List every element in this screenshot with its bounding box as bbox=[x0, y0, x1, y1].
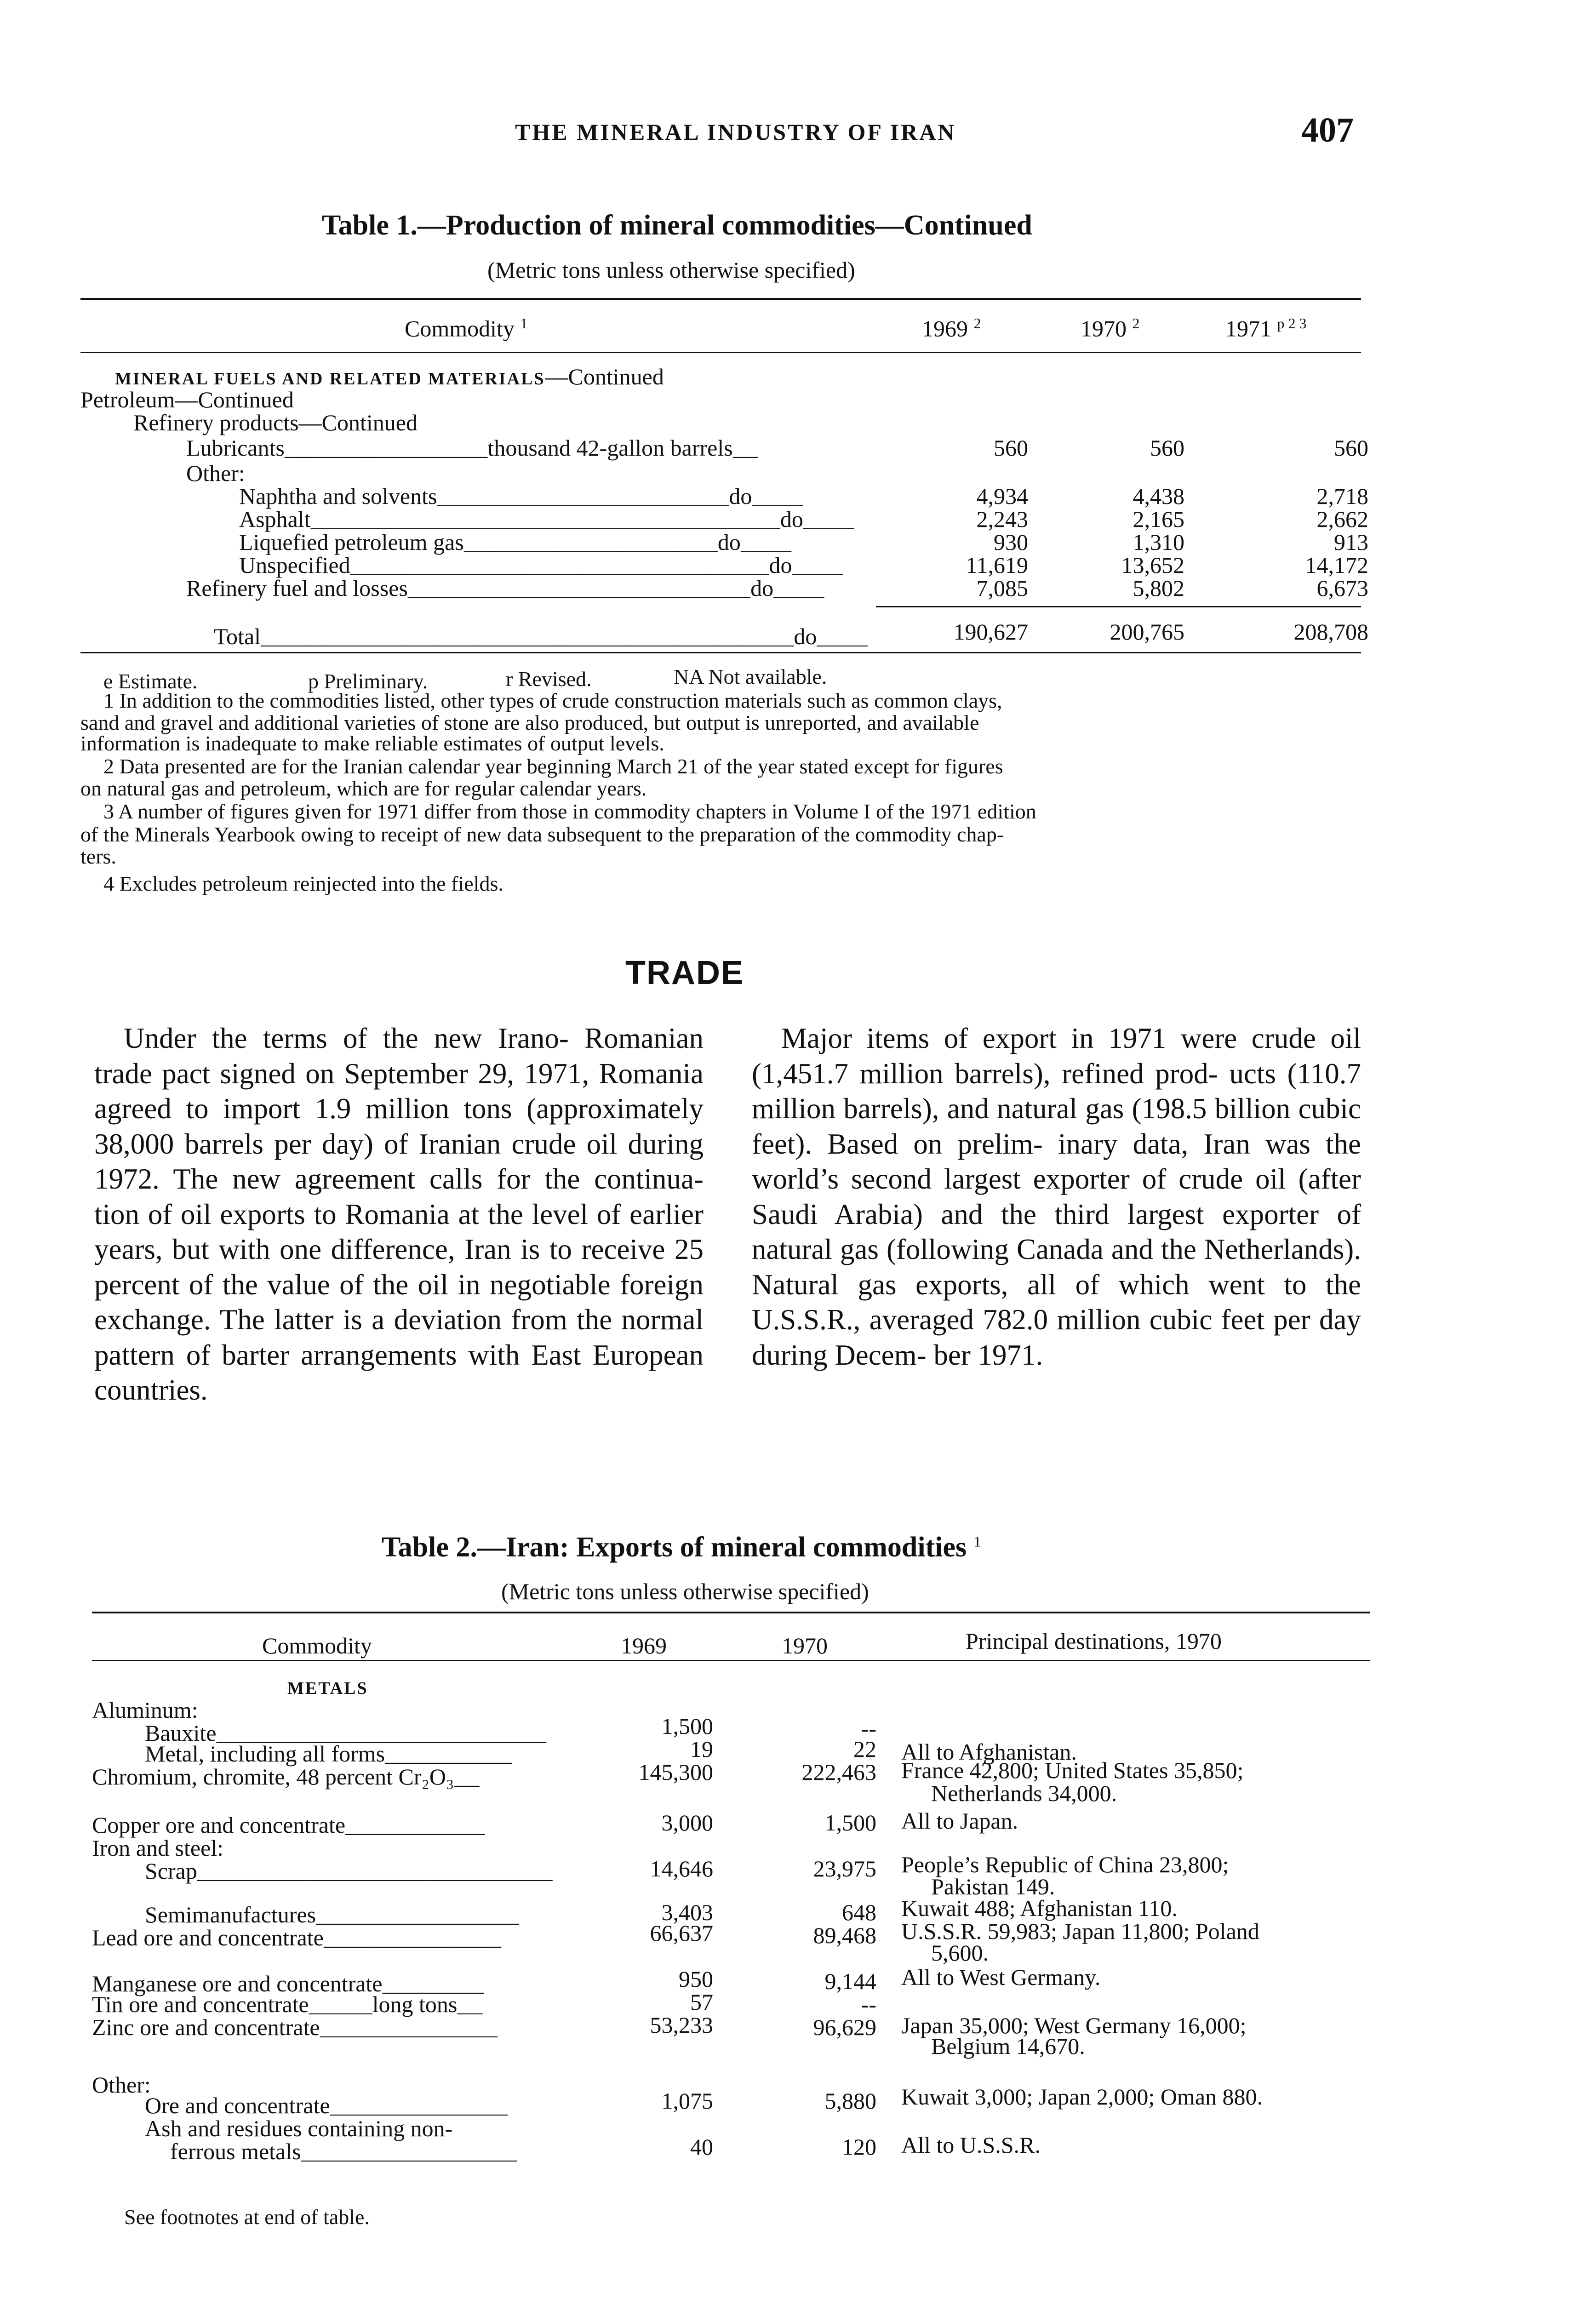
table2-top-rule bbox=[92, 1612, 1370, 1613]
table2-ash-destinations: All to U.S.S.R. bbox=[901, 2132, 1041, 2158]
table2-row-scrap: Scrap____________________________ bbox=[145, 1858, 553, 1885]
table2-tin-1970: -- bbox=[861, 1991, 876, 2017]
table1-asphalt-1970: 2,165 bbox=[1133, 506, 1184, 532]
table2-chromium-destinations-cont: Netherlands 34,000. bbox=[931, 1780, 1117, 1806]
table1-lpg-1970: 1,310 bbox=[1133, 529, 1184, 555]
table2-row-manganese: Manganese ore and concentrate________ bbox=[92, 1971, 484, 1998]
table2-lead-destinations: U.S.S.R. 59,983; Japan 11,800; Poland bbox=[901, 1918, 1259, 1944]
table1-legend-revised: r Revised. bbox=[506, 667, 592, 691]
table1-row-refinery-fuel: Refinery fuel and losses___________________________do____ bbox=[186, 575, 824, 602]
table2-zinc-destinations-cont: Belgium 14,670. bbox=[931, 2033, 1085, 2059]
table2-manganese-1970: 9,144 bbox=[824, 1968, 876, 1994]
table2-metal-destinations: All to Afghanistan. bbox=[901, 1739, 1077, 1765]
trade-left-column bbox=[94, 1021, 704, 1408]
table2-row-chromium: Chromium, chromite, 48 percent Cr₂O₃__ bbox=[92, 1764, 480, 1791]
table1-naphtha-1971: 2,718 bbox=[1316, 483, 1368, 509]
table1-total-rule bbox=[876, 606, 1361, 607]
table1-row-lubricants: Lubricants________________thousand 42-gallon barrels__ bbox=[186, 435, 758, 462]
trade-right-column bbox=[752, 1021, 1361, 1373]
table2-col-1970: 1970 bbox=[782, 1633, 828, 1658]
table1-col-1969: 1969 $^2$ bbox=[922, 315, 981, 342]
table1-refinery-fuel-1970: 5,802 bbox=[1133, 575, 1184, 601]
table2-tin-1969: 57 bbox=[690, 1989, 713, 2015]
table1-footnote-line: of the Minerals Yearbook owing to receipt of new data subsequent to the preparation of the commodity chap- bbox=[80, 823, 1004, 846]
table2-row-ash: Ash and residues containing non- bbox=[145, 2116, 453, 2141]
table1-footnote-line: sand and gravel and additional varieties of stone are also produced, but output is unreported, and available bbox=[80, 711, 979, 734]
table2-row-lead: Lead ore and concentrate______________ bbox=[92, 1925, 502, 1952]
table2-scrap-1970: 23,975 bbox=[813, 1856, 876, 1882]
table2-col-destinations: Principal destinations, 1970 bbox=[966, 1628, 1222, 1654]
table2-chromium-1969: 145,300 bbox=[638, 1759, 713, 1785]
table2-row-ore-concentrate: Ore and concentrate______________ bbox=[145, 2093, 508, 2120]
table2-title: Table 2.—Iran: Exports of mineral commodities $^1$ bbox=[382, 1532, 981, 1563]
table1-refinery-fuel-1971: 6,673 bbox=[1316, 575, 1368, 601]
table2-row-aluminum: Aluminum: bbox=[92, 1697, 198, 1723]
table2-row-semimanufactures: Semimanufactures________________ bbox=[145, 1902, 519, 1929]
table1-lubricants-1969: 560 bbox=[994, 435, 1028, 461]
table2-col-commodity: Commodity bbox=[262, 1633, 372, 1658]
table2-row-zinc: Zinc ore and concentrate______________ bbox=[92, 2014, 498, 2042]
table2-chromium-destinations: France 42,800; United States 35,850; bbox=[901, 1757, 1244, 1783]
table1-title: Table 1.—Production of mineral commodities—Continued bbox=[322, 210, 1032, 241]
table1-footnote-line: ters. bbox=[80, 845, 116, 868]
table2-semimanufactures-destinations: Kuwait 488; Afghanistan 110. bbox=[901, 1895, 1178, 1921]
table1-refinery-fuel-1969: 7,085 bbox=[976, 575, 1028, 601]
table1-naphtha-1969: 4,934 bbox=[976, 483, 1028, 509]
section-heading-trade: TRADE bbox=[625, 955, 744, 991]
table1-naphtha-1970: 4,438 bbox=[1133, 483, 1184, 509]
running-title: THE MINERAL INDUSTRY OF IRAN bbox=[515, 119, 956, 145]
table1-footnote-line: 2 Data presented are for the Iranian calendar year beginning March 21 of the year stated except for figures bbox=[103, 755, 1003, 778]
table2-metal-1969: 19 bbox=[690, 1736, 713, 1762]
table1-footnote-line: 4 Excludes petroleum reinjected into the fields. bbox=[103, 872, 503, 895]
table2-see-footnotes: See footnotes at end of table. bbox=[124, 2205, 370, 2229]
table2-semimanufactures-1970: 648 bbox=[842, 1899, 876, 1925]
table1-legend-preliminary: p Preliminary. bbox=[308, 669, 428, 693]
table2-scrap-1969: 14,646 bbox=[650, 1856, 713, 1882]
table1-col-commodity bbox=[405, 315, 527, 342]
table1-footnote-line: 3 A number of figures given for 1971 differ from those in commodity chapters in Volume I of the 1971 edition bbox=[103, 800, 1036, 823]
table1-unspecified-1971: 14,172 bbox=[1305, 552, 1368, 578]
table2-metal-1970: 22 bbox=[853, 1736, 876, 1762]
table2-semimanufactures-1969: 3,403 bbox=[661, 1899, 713, 1925]
table2-row-other: Other: bbox=[92, 2072, 151, 2098]
trade-right-paragraph: Major items of export in 1971 were crude oil (1,451.7 million barrels), refined prod- ucts (110.7 million barrels), and natural gas (198.5 billion cubic feet). Based on prelim- inary data, Iran was the world’s second largest exporter of crude oil (after Saudi Arabia) and the third largest exporter of natural gas (following Canada and the Netherlands). Natural gas exports, all of which went to the U.S.S.R., averaged 782.0 million cubic feet per day during Decem- ber 1971. bbox=[752, 1022, 1361, 1371]
table2-manganese-1969: 950 bbox=[679, 1966, 713, 1992]
table2-copper-1970: 1,500 bbox=[824, 1810, 876, 1836]
table1-row-refinery-products: Refinery products—Continued bbox=[133, 410, 418, 435]
table1-col-1970: 1970 $^2$ bbox=[1081, 315, 1140, 342]
table2-row-iron-steel: Iron and steel: bbox=[92, 1835, 224, 1861]
table2-ore-concentrate-1969: 1,075 bbox=[661, 2088, 713, 2114]
table1-unspecified-1969: 11,619 bbox=[966, 552, 1028, 578]
table1-lubricants-1970: 560 bbox=[1150, 435, 1184, 461]
table1-footnote-line: on natural gas and petroleum, which are for regular calendar years. bbox=[80, 777, 647, 800]
table1-section-heading: MINERAL FUELS AND RELATED MATERIALS—Continued bbox=[115, 364, 664, 389]
page-number: 407 bbox=[1301, 111, 1354, 149]
table1-asphalt-1971: 2,662 bbox=[1316, 506, 1368, 532]
table2-ore-concentrate-1970: 5,880 bbox=[824, 2088, 876, 2114]
table1-total-1970: 200,765 bbox=[1110, 619, 1184, 645]
table2-ore-concentrate-destinations: Kuwait 3,000; Japan 2,000; Oman 880. bbox=[901, 2084, 1263, 2110]
table1-row-lpg: Liquefied petroleum gas____________________do____ bbox=[239, 529, 792, 556]
table2-zinc-1970: 96,629 bbox=[813, 2014, 876, 2040]
table2-bauxite-1969: 1,500 bbox=[661, 1713, 713, 1739]
table1-lpg-1971: 913 bbox=[1334, 529, 1368, 555]
table2-manganese-destinations: All to West Germany. bbox=[901, 1964, 1101, 1990]
table2-scrap-destinations-cont: Pakistan 149. bbox=[931, 1874, 1055, 1899]
table2-row-bauxite: Bauxite__________________________ bbox=[145, 1720, 547, 1747]
table2-row-copper: Copper ore and concentrate___________ bbox=[92, 1812, 485, 1839]
table2-ash-1970: 120 bbox=[842, 2134, 876, 2160]
table1-lpg-1969: 930 bbox=[994, 529, 1028, 555]
table1-legend-estimate: e Estimate. bbox=[103, 669, 198, 693]
table2-lead-destinations-cont: 5,600. bbox=[931, 1940, 989, 1966]
table2-chromium-1970: 222,463 bbox=[801, 1759, 876, 1785]
table2-header-rule bbox=[92, 1660, 1370, 1661]
table2-bauxite-1970: -- bbox=[861, 1716, 876, 1741]
table1-row-asphalt: Asphalt_____________________________________do____ bbox=[239, 506, 854, 533]
table1-bottom-rule bbox=[80, 652, 1361, 653]
table1-lubricants-1971: 560 bbox=[1334, 435, 1368, 461]
table2-zinc-1969: 53,233 bbox=[650, 2012, 713, 2038]
table2-zinc-destinations: Japan 35,000; West Germany 16,000; bbox=[901, 2013, 1247, 2038]
table1-footnote-line: 1 In addition to the commodities listed, other types of crude construction materials such as common clays, bbox=[103, 689, 1002, 712]
table2-scrap-destinations: People’s Republic of China 23,800; bbox=[901, 1852, 1229, 1877]
table2-col-1969: 1969 bbox=[621, 1633, 667, 1658]
table1-top-rule bbox=[80, 298, 1361, 300]
table1-total-1969: 190,627 bbox=[953, 619, 1028, 645]
table2-row-metal: Metal, including all forms__________ bbox=[145, 1741, 512, 1768]
table1-col-1971: 1971 $^{p 2 3}$ bbox=[1225, 315, 1307, 342]
table1-row-unspecified: Unspecified_________________________________do____ bbox=[239, 552, 843, 579]
table1-legend-na: NA Not available. bbox=[674, 665, 827, 688]
table2-copper-destinations: All to Japan. bbox=[901, 1808, 1018, 1834]
table1-asphalt-1969: 2,243 bbox=[976, 506, 1028, 532]
table1-row-petroleum: Petroleum—Continued bbox=[80, 387, 294, 412]
table1-header-rule bbox=[80, 352, 1361, 353]
table1-unspecified-1970: 13,652 bbox=[1121, 552, 1184, 578]
table2-row-ferrous-metals: ferrous metals_________________ bbox=[170, 2139, 517, 2166]
table2-copper-1969: 3,000 bbox=[661, 1810, 713, 1836]
table1-col-commodity-note: 1 bbox=[520, 315, 528, 332]
table1-row-other: Other: bbox=[186, 460, 245, 486]
table1-subtitle: (Metric tons unless otherwise specified) bbox=[487, 257, 855, 283]
table1-row-naphtha: Naphtha and solvents_______________________do____ bbox=[239, 483, 803, 510]
table1-footnote-line: information is inadequate to make reliable estimates of output levels. bbox=[80, 732, 664, 755]
table2-row-tin: Tin ore and concentrate_____long tons__ bbox=[92, 1991, 483, 2019]
table2-section-metals: METALS bbox=[287, 1679, 368, 1698]
table2-lead-1970: 89,468 bbox=[813, 1922, 876, 1948]
table2-lead-1969: 66,637 bbox=[650, 1920, 713, 1946]
table2-ash-1969: 40 bbox=[690, 2134, 713, 2160]
table2-subtitle: (Metric tons unless otherwise specified) bbox=[501, 1578, 869, 1604]
table1-total-1971: 208,708 bbox=[1293, 619, 1368, 645]
trade-left-paragraph: Under the terms of the new Irano- Romanian trade pact signed on September 29, 1971, Romania agreed to import 1.9 million tons (approximately 38,000 barrels per day) of Iranian crude oil during 1972. The new agreement calls for the continua- tion of oil exports to Romania at the level of earlier years, but with one difference, Iran is to receive 25 percent of the value of the oil in negotiable foreign exchange. The latter is a deviation from the normal pattern of barter arrangements with East European countries. bbox=[94, 1022, 704, 1406]
table1-col-commodity-label: Commodity bbox=[405, 315, 515, 342]
table1-row-total: Total__________________________________________do____ bbox=[214, 623, 868, 651]
